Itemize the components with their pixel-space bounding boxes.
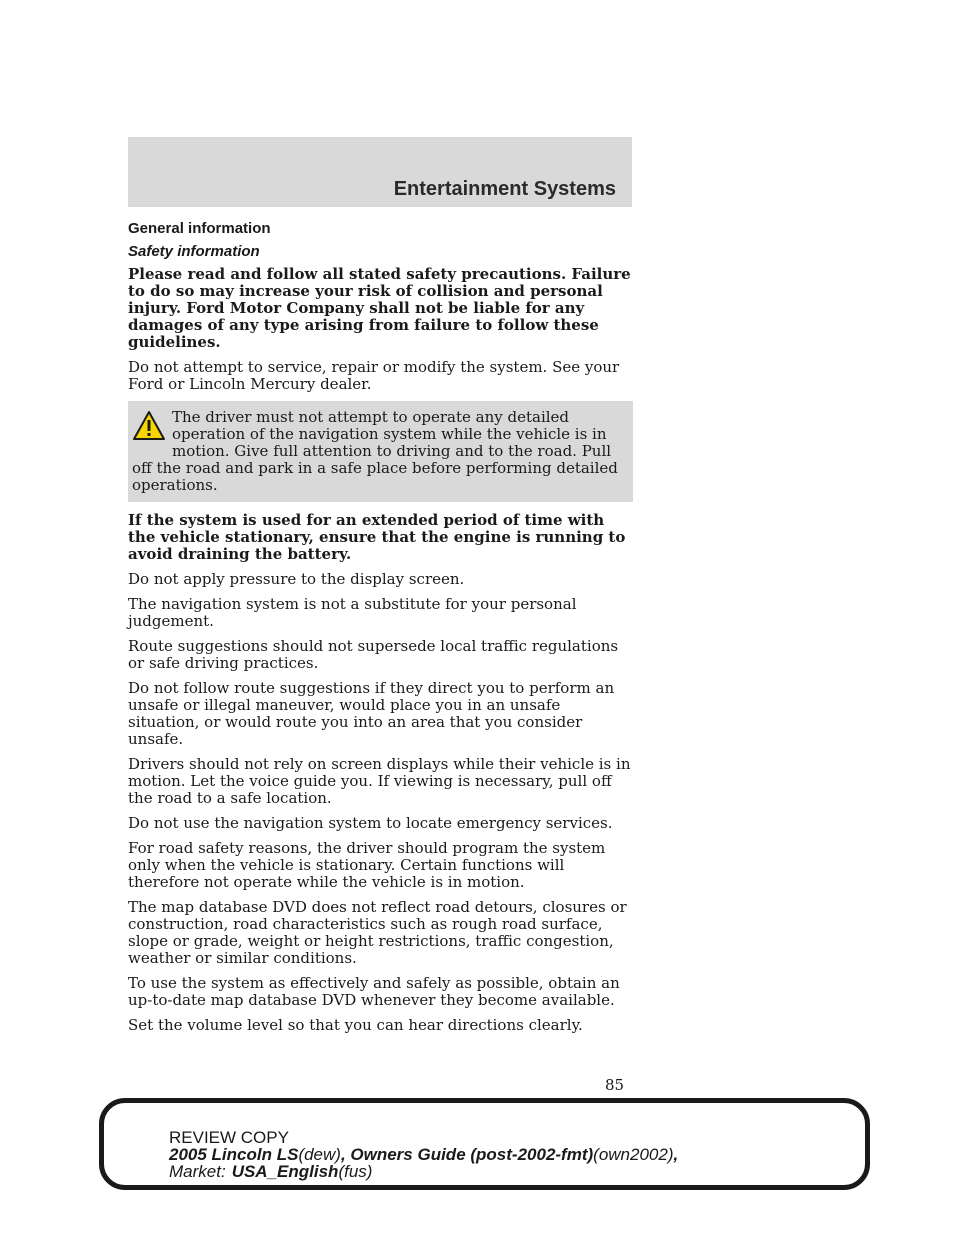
warning-triangle-icon <box>132 409 166 443</box>
paragraph: Route suggestions should not supersede local traffic regulations or safe driving practices. <box>128 637 619 672</box>
paragraph: Do not follow route suggestions if they direct you to perform an unsafe or illegal maneuver, would place you in an unsafe situation, or would route you into an area that you consider unsafe. <box>128 679 615 748</box>
page-number: 85 <box>605 1076 625 1094</box>
subsection-heading: Safety information <box>128 243 260 260</box>
header-band <box>128 137 632 207</box>
paragraph: Set the volume level so that you can hear directions clearly. <box>128 1016 583 1034</box>
review-copy-market-line: Market: USA_English(fus) <box>169 1162 373 1181</box>
review-copy-box <box>99 1098 870 1190</box>
paragraph: The navigation system is not a substitute for your personal judgement. <box>128 595 577 630</box>
review-copy-model-line: 2005 Lincoln LS(dew), Owners Guide (post-2002-fmt)(own2002), <box>169 1145 679 1164</box>
page-content <box>128 220 633 1042</box>
paragraph: To use the system as effectively and safely as possible, obtain an up-to-date map database DVD whenever they become available. <box>128 974 620 1009</box>
paragraph: The map database DVD does not reflect road detours, closures or construction, road characteristics such as rough road surface, slope or grade, weight or height restrictions, traffic congestion, weather or similar conditions. <box>128 898 627 967</box>
paragraph: Do not use the navigation system to locate emergency services. <box>128 814 613 832</box>
paragraph: Please read and follow all stated safety precautions. Failure to do so may increase your risk of collision and personal injury. Ford Motor Company shall not be liable for any damages of any type arising from failure to follow these guidelines. <box>128 265 631 351</box>
paragraph: For road safety reasons, the driver should program the system only when the vehicle is stationary. Certain functions will therefore not operate while the vehicle is in motion. <box>128 839 606 891</box>
section-heading: General information <box>128 220 271 237</box>
paragraph: Do not attempt to service, repair or modify the system. See your Ford or Lincoln Mercury dealer. <box>128 358 620 393</box>
review-copy-label: REVIEW COPY <box>169 1128 289 1147</box>
review-copy-text <box>169 1129 678 1180</box>
warning-text: The driver must not attempt to operate any detailed operation of the navigation system while the vehicle is in motion. Give full attention to driving and to the road. Pull off the road and park in a safe place before performing detailed operations. <box>132 408 618 494</box>
paragraph: If the system is used for an extended period of time with the vehicle stationary, ensure that the engine is running to avoid draining the battery. <box>128 511 626 563</box>
paragraph: Drivers should not rely on screen displays while their vehicle is in motion. Let the voice guide you. If viewing is necessary, pull off the road to a safe location. <box>128 755 631 807</box>
warning-box <box>128 401 633 502</box>
paragraph: Do not apply pressure to the display screen. <box>128 570 465 588</box>
section-title: Entertainment Systems <box>393 178 616 200</box>
